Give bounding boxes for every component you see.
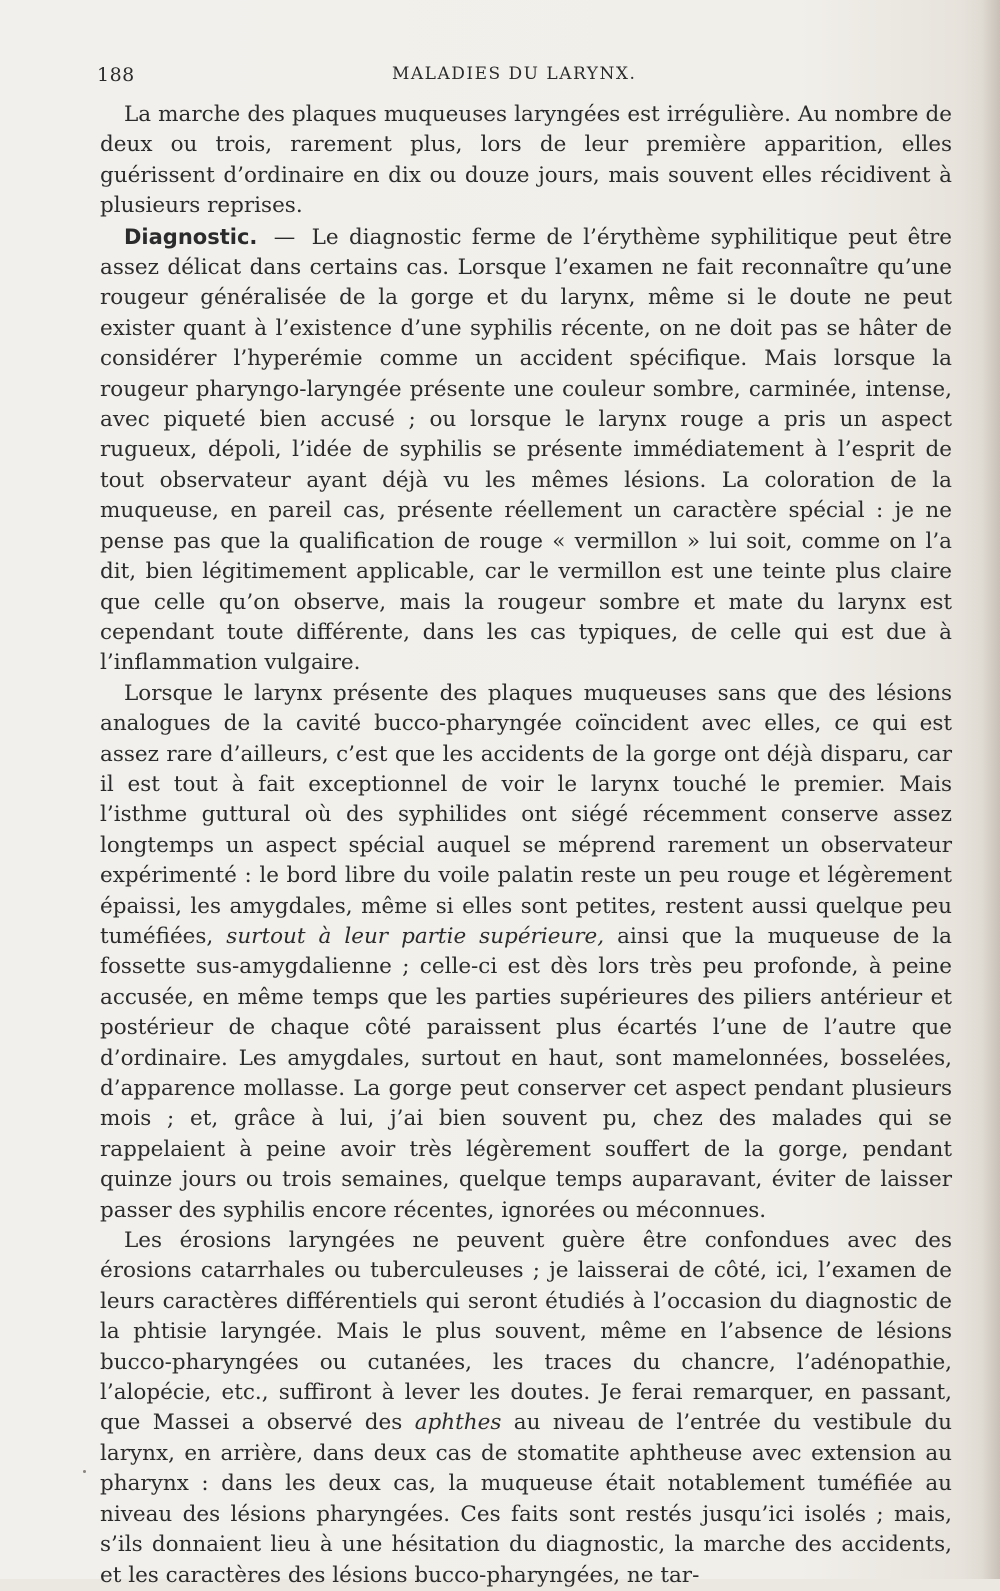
paragraph-text: Le diagnostic ferme de l’érythème syphilitique peut être assez délicat dans certains cas. Lorsque l’examen ne fait reconnaître qu’une rougeur généralisée de la gorge et du larynx, même si le doute ne peut exister quant à l’existence d’une syphilis récente, on ne doit pas se hâter de considérer l’hyperémie comme un accident spécifique. Mais lorsque la rougeur pharyngo-laryngée présente une couleur sombre, carminée, intense, avec piqueté bien accusé ; ou lorsque le larynx rouge a pris un aspect rugueux, dépoli, l’idée de syphilis se présente immédiatement à l’esprit de tout observateur ayant déjà vu les mêmes lésions. La coloration de la muqueuse, en pareil cas, présente réellement un caractère spécial : je ne pense pas que la qualification de rouge « vermillon » lui soit, comme on l’a dit, bien légitimement applicable, car le vermillon est une teinte plus claire que celle qu’on observe, mais la rougeur sombre et mate du larynx est cependant toute différente, dans les cas typiques, de celle qui est due à l’inflammation vulgaire. [100, 224, 952, 676]
paragraph-plaques [100, 679, 952, 1226]
em-dash: — [273, 224, 296, 250]
page-number: 188 [97, 64, 135, 86]
paragraph-text: Les érosions laryngées ne peuvent guère être confondues avec des érosions catarrhales ou tuberculeuses ; je laisserai de côté, ici, l’examen de leurs caractères différentiels qui seront étudiés à l’occasion du diagnostic de la phtisie laryngée. Mais le plus souvent, même en l’absence de lésions bucco-pharyngées ou cutanées, les traces du chancre, l’adénopathie, l’alopécie, etc., suffiront à lever les doutes. Je ferai remarquer, en passant, que Massei a observé des [100, 1228, 952, 1436]
paragraph-text: ainsi que la muqueuse de la fossette sus-amygdalienne ; celle-ci est dès lors très peu profonde, à peine accusée, en même temps que les parties supérieures des piliers antérieur et postérieur de chaque côté paraissent plus écartés l’une de l’autre que d’ordinaire. Les amygdales, surtout en haut, sont mamelonnées, bosselées, d’apparence mollasse. La gorge peut conserver cet aspect pendant plusieurs mois ; et, grâce à lui, j’ai bien souvent pu, chez des malades qui se rappelaient à peine avoir très légèrement souffert de la gorge, pendant quinze jours ou trois semaines, quelque temps auparavant, éviter de laisser passer des syphilis encore récentes, ignorées ou méconnues. [100, 923, 952, 1223]
paragraph-text: La marche des plaques muqueuses laryngées est irrégulière. Au nombre de deux ou trois, rarement plus, lors de leur première apparition, elles guérissent d’ordinaire en dix ou douze jours, mais souvent elles récidivent à plusieurs reprises. [100, 102, 952, 219]
section-heading-diagnostic: Diagnostic. [124, 224, 258, 249]
body-text [100, 100, 952, 1591]
paragraph-text: Lorsque le larynx présente des plaques muqueuses sans que des lésions analogues de la cavité bucco-pharyngée coïncident avec elles, ce qui est assez rare d’ailleurs, c’est que les accidents de la gorge ont déjà disparu, car il est tout à fait exceptionnel de voir le larynx touché le premier. Mais l’isthme guttural où des syphilides ont siégé récemment conserve assez longtemps un aspect spécial auquel se méprend rarement un observateur expérimenté : le bord libre du voile palatin reste un peu rouge et légèrement épaissi, les amygdales, même si elles sont petites, restent aussi quelque peu tuméfiées, [100, 680, 952, 949]
page-edge-shadow [982, 0, 1000, 1579]
page-header [97, 60, 953, 90]
paragraph-text: au niveau de l’entrée du vestibule du larynx, en arrière, dans deux cas de stomatite aphtheuse avec extension au pharynx : dans les deux cas, la muqueuse était notablement tuméfiée au niveau des lésions pharyngées. Ces faits sont restés jusqu’ici isolés ; mais, s’ils donnaient lieu à une hésitation du diagnostic, la marche des accidents, et les caractères des lésions bucco-pharyngées, ne tar- [100, 1410, 952, 1588]
paragraph-erosions [100, 1226, 952, 1591]
paragraph-marche [100, 100, 952, 222]
paper-speck [83, 1470, 86, 1473]
paragraph-diagnostic [100, 222, 952, 679]
italic-word: aphthes [414, 1410, 502, 1436]
italic-phrase: surtout à leur partie supérieure, [226, 923, 605, 949]
running-head: MALADIES DU LARYNX. [392, 64, 637, 84]
